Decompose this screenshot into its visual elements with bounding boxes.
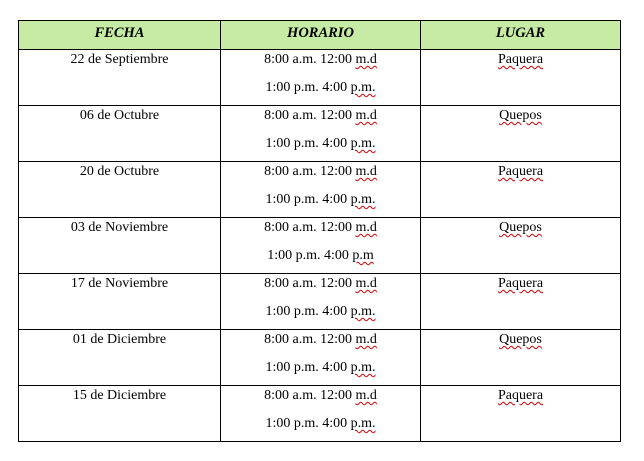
morning-end: m.d: [355, 52, 377, 67]
horario-cell: [221, 218, 421, 274]
morning-time: [221, 333, 420, 347]
table-row: [19, 274, 621, 330]
fecha-text: 22 de Septiembre: [70, 52, 169, 67]
horario-cell: [221, 162, 421, 218]
afternoon-start: 1:00 p.m. 4:00: [265, 304, 348, 319]
fecha-text: 20 de Octubre: [79, 164, 160, 179]
lugar-text: Paquera: [497, 164, 544, 179]
lugar-cell: [421, 50, 621, 106]
morning-start: 8:00 a.m. 12:00: [264, 220, 352, 235]
lugar-cell: [421, 274, 621, 330]
fecha-cell: [19, 386, 221, 442]
afternoon-end: p.m.: [350, 304, 376, 319]
morning-start: 8:00 a.m. 12:00: [264, 52, 352, 67]
table-row: [19, 218, 621, 274]
header-horario: HORARIO: [221, 21, 421, 50]
horario-cell: [221, 386, 421, 442]
morning-time: [221, 277, 420, 291]
afternoon-start: 1:00 p.m. 4:00: [265, 360, 348, 375]
afternoon-start: 1:00 p.m. 4:00: [267, 248, 349, 263]
lugar-text: Quepos: [499, 220, 542, 235]
afternoon-end: p.m.: [350, 136, 376, 151]
morning-time: [221, 221, 420, 235]
horario-cell: [221, 106, 421, 162]
lugar-cell: [421, 330, 621, 386]
fecha-text: 15 de Diciembre: [72, 388, 167, 403]
afternoon-time: [221, 361, 420, 375]
morning-time: [221, 165, 420, 179]
afternoon-start: 1:00 p.m. 4:00: [265, 416, 348, 431]
morning-start: 8:00 a.m. 12:00: [264, 332, 352, 347]
afternoon-time: [221, 81, 420, 95]
header-row: [19, 21, 621, 50]
morning-end: m.d: [355, 332, 377, 347]
afternoon-time: [221, 417, 420, 431]
afternoon-end: p.m.: [350, 416, 376, 431]
table-body: [19, 50, 621, 442]
morning-start: 8:00 a.m. 12:00: [264, 276, 352, 291]
lugar-text: Paquera: [497, 388, 544, 403]
afternoon-time: [221, 137, 420, 151]
header-fecha: FECHA: [19, 21, 221, 50]
morning-end: m.d: [355, 388, 377, 403]
table-row: [19, 50, 621, 106]
lugar-text: Quepos: [499, 108, 542, 123]
header-lugar: LUGAR: [421, 21, 621, 50]
lugar-cell: [421, 386, 621, 442]
morning-time: [221, 389, 420, 403]
lugar-cell: [421, 218, 621, 274]
fecha-cell: [19, 330, 221, 386]
afternoon-end: p.m.: [350, 192, 376, 207]
table-row: [19, 162, 621, 218]
table-row: [19, 386, 621, 442]
fecha-cell: [19, 274, 221, 330]
morning-end: m.d: [355, 276, 377, 291]
morning-end: m.d: [355, 164, 377, 179]
morning-start: 8:00 a.m. 12:00: [264, 164, 352, 179]
table-row: [19, 106, 621, 162]
fecha-text: 06 de Octubre: [79, 108, 160, 123]
table-header: [19, 21, 621, 50]
lugar-cell: [421, 162, 621, 218]
morning-end: m.d: [355, 220, 377, 235]
schedule-table: [18, 20, 621, 442]
table-row: [19, 330, 621, 386]
morning-time: [221, 53, 420, 67]
fecha-text: 03 de Noviembre: [70, 220, 169, 235]
fecha-cell: [19, 162, 221, 218]
fecha-cell: [19, 218, 221, 274]
lugar-text: Quepos: [499, 332, 542, 347]
horario-cell: [221, 274, 421, 330]
morning-time: [221, 109, 420, 123]
afternoon-time: [221, 249, 420, 263]
lugar-text: Paquera: [497, 52, 544, 67]
fecha-text: 17 de Noviembre: [70, 276, 169, 291]
horario-cell: [221, 330, 421, 386]
fecha-cell: [19, 106, 221, 162]
afternoon-end: p.m.: [350, 80, 376, 95]
afternoon-start: 1:00 p.m. 4:00: [265, 192, 348, 207]
afternoon-end: p.m.: [350, 360, 376, 375]
afternoon-start: 1:00 p.m. 4:00: [265, 136, 348, 151]
afternoon-time: [221, 193, 420, 207]
afternoon-time: [221, 305, 420, 319]
morning-start: 8:00 a.m. 12:00: [264, 108, 352, 123]
fecha-cell: [19, 50, 221, 106]
fecha-text: 01 de Diciembre: [72, 332, 167, 347]
lugar-text: Paquera: [497, 276, 544, 291]
morning-start: 8:00 a.m. 12:00: [264, 388, 352, 403]
afternoon-start: 1:00 p.m. 4:00: [265, 80, 348, 95]
lugar-cell: [421, 106, 621, 162]
afternoon-end: p.m: [352, 248, 374, 263]
morning-end: m.d: [355, 108, 377, 123]
horario-cell: [221, 50, 421, 106]
